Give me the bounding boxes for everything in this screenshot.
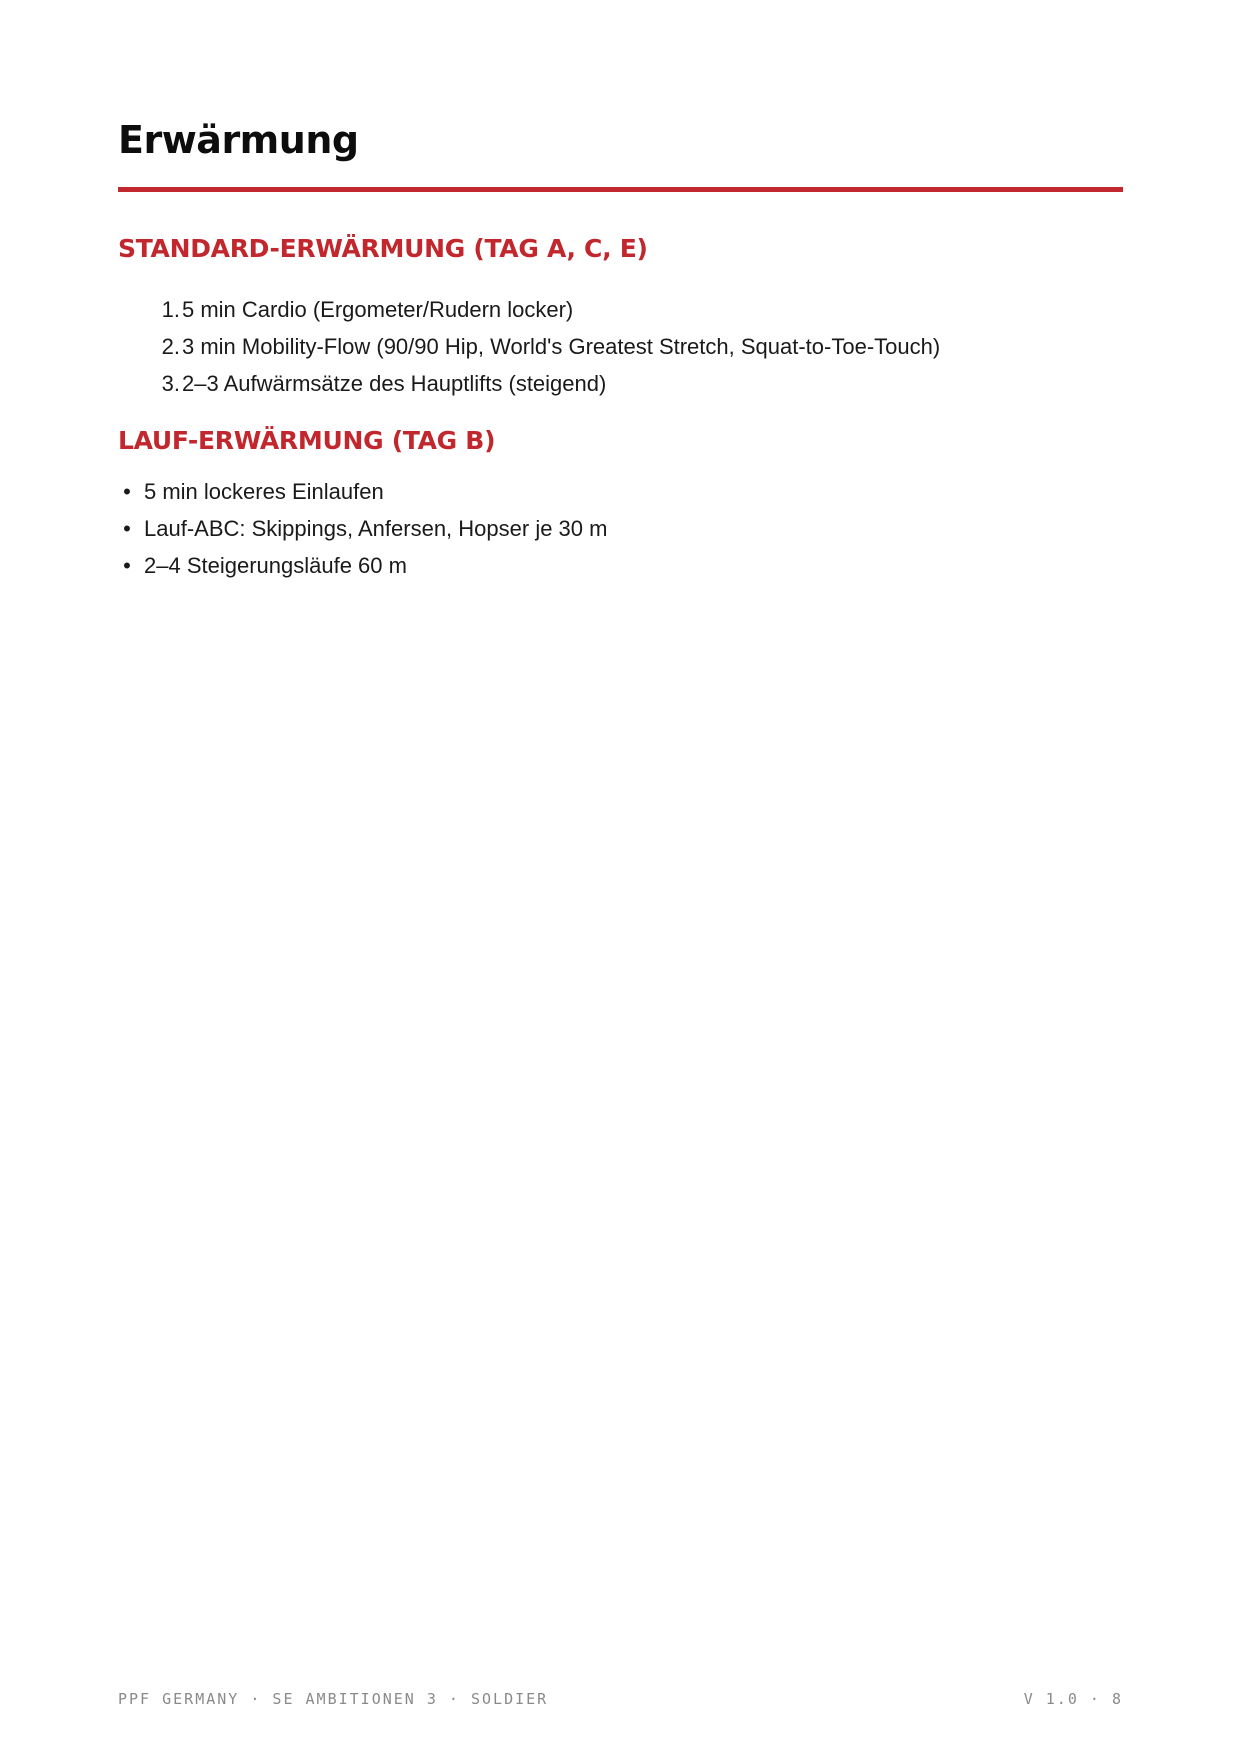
- bullet-icon: •: [123, 479, 131, 504]
- list-item-text: 3 min Mobility-Flow (90/90 Hip, World's Greatest Stretch, Squat-to-Toe-Touch): [182, 334, 941, 359]
- page-title: Erwärmung: [118, 118, 359, 162]
- list-item-text: Lauf-ABC: Skippings, Anfersen, Hopser je 30 m: [144, 516, 608, 541]
- list-item-text: 2–3 Aufwärmsätze des Hauptlifts (steigend): [182, 371, 607, 396]
- title-divider: [118, 187, 1123, 192]
- section-heading-standard-warmup: STANDARD-ERWÄRMUNG (TAG A, C, E): [118, 234, 648, 263]
- list-item-text: 5 min Cardio (Ergometer/Rudern locker): [182, 297, 574, 322]
- section-heading-run-warmup: LAUF-ERWÄRMUNG (TAG B): [118, 426, 496, 455]
- list-number: 2.: [161, 334, 180, 359]
- footer-document-label: PPF GERMANY · SE AMBITIONEN 3 · SOLDIER: [118, 1690, 549, 1708]
- list-number: 3.: [161, 371, 180, 396]
- footer-version-page: V 1.0 · 8: [1023, 1690, 1123, 1708]
- list-number: 1.: [161, 297, 180, 322]
- list-item-text: 2–4 Steigerungsläufe 60 m: [144, 553, 407, 578]
- bullet-icon: •: [123, 553, 131, 578]
- list-item-text: 5 min lockeres Einlaufen: [144, 479, 384, 504]
- bullet-icon: •: [123, 516, 131, 541]
